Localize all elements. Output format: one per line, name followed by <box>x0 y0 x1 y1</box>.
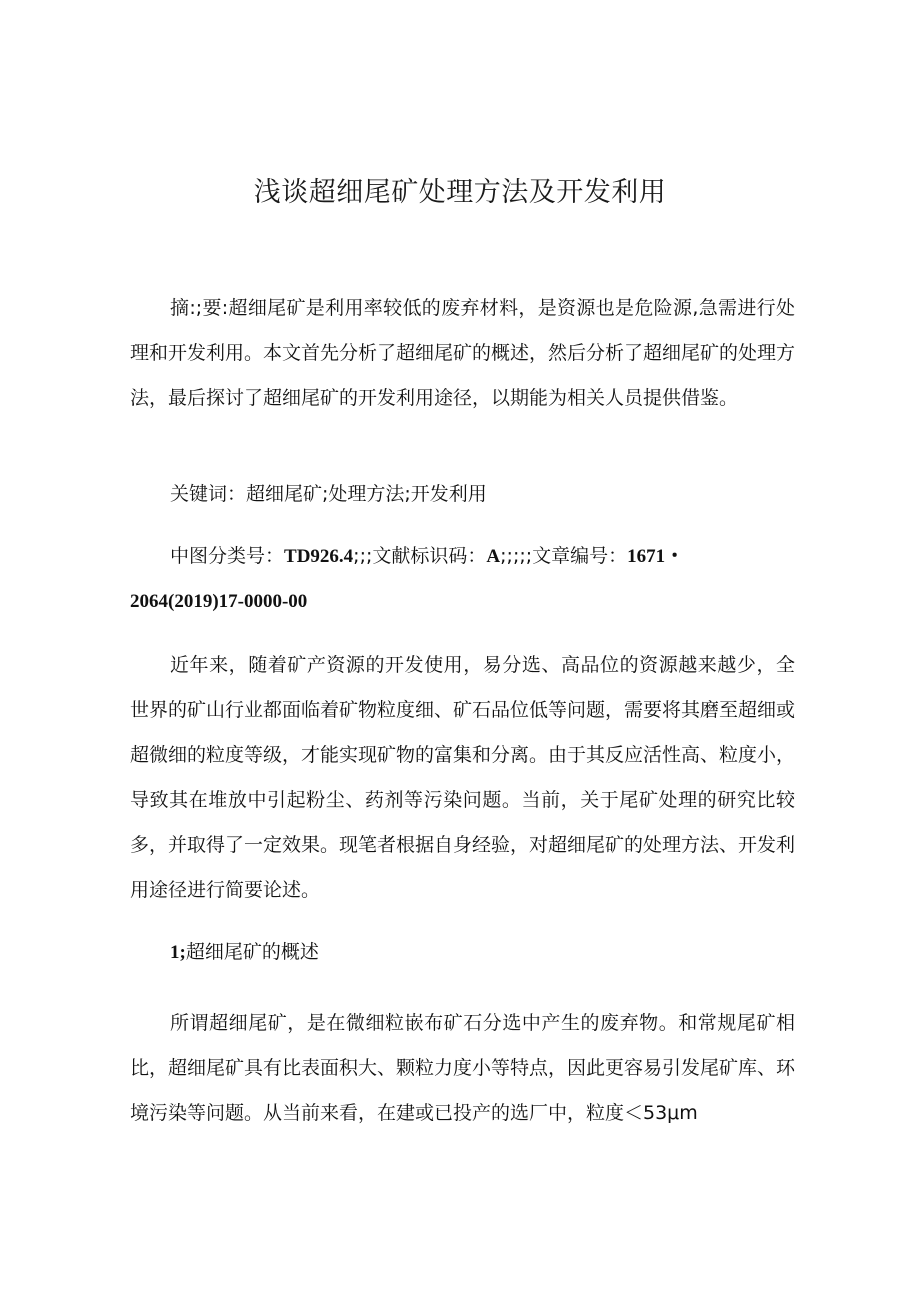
section-separator: ; <box>179 942 186 963</box>
section-title: 超细尾矿的概述 <box>185 941 319 963</box>
intro-paragraph: 近年来，随着矿产资源的开发使用，易分选、高品位的资源越来越少，全世界的矿山行业都面临着矿物粒度细、矿石品位低等问题，需要将其磨至超细或超微细的粒度等级，才能实现矿物的富集和分离。由于其反应活性高、粒度小，导致其在堆放中引起粉尘、药剂等污染问题。当前，关于尾矿处理的研究比较多，并取得了一定效果。现笔者根据自身经验，对超细尾矿的处理方法、开发利用途径进行简要论述。 <box>130 654 796 901</box>
article-number-label: 文章编号： <box>532 545 628 567</box>
paper-title: 浅谈超细尾矿处理方法及开发利用 <box>253 177 667 208</box>
section-heading <box>130 930 795 975</box>
section1-paragraph: 所谓超细尾矿，是在微细粒嵌布矿石分选中产生的废弃物。和常规尾矿相比，超细尾矿具有比表面积大、颗粒力度小等特点，因此更容易引发尾矿库、环境污染等问题。从当前来看，在建或已投产的选厂中，粒度＜53μm <box>130 1012 796 1124</box>
clc-label: 中图分类号： <box>170 545 285 567</box>
section-number: 1 <box>170 942 180 963</box>
article-number-part1: 1671・ <box>627 546 685 567</box>
keywords-line: 关键词：超细尾矿;处理方法;开发利用 <box>170 483 487 505</box>
separator: ;;; <box>353 545 373 567</box>
clc-value: TD926.4 <box>284 546 354 567</box>
document-code-label: 文献标识码： <box>372 545 487 567</box>
document-code-value: A <box>486 546 501 567</box>
article-number-part2: 2064(2019)17-0000-00 <box>130 591 308 612</box>
abstract-paragraph: 摘:;要:超细尾矿是利用率较低的废弃材料，是资源也是危险源,急需进行处理和开发利用。本文首先分析了超细尾矿的概述，然后分析了超细尾矿的处理方法，最后探讨了超细尾矿的开发利用途径，以期能为相关人员提供借鉴。 <box>130 297 796 409</box>
classification-block <box>130 534 795 579</box>
separator: ;;;;; <box>500 545 533 567</box>
